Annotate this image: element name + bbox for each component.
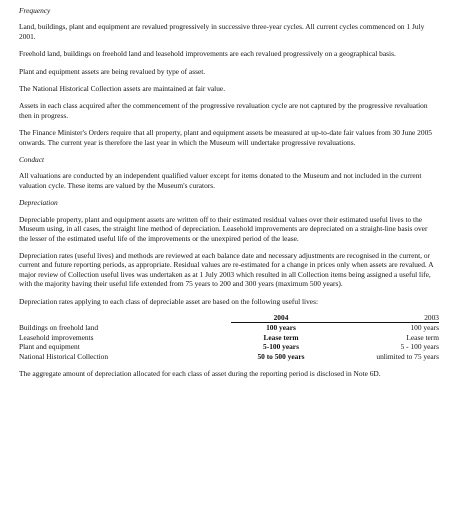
conduct-heading: Conduct [19, 155, 45, 165]
frequency-paragraph-6: The Finance Minister's Orders require that all property, plant and equipment assets be measured at up-to-date fair values from 30 June 2005 onwards. The current year is therefore the last year in which the Museum will undertake progressive revaluations. [19, 128, 432, 147]
row-value-2004: 5-100 years [263, 342, 299, 352]
row-value-2003: unlimited to 75 years [376, 351, 439, 361]
row-value-2004: Lease term [263, 332, 299, 342]
row-value-2004: 100 years [266, 323, 296, 333]
table-header-row [19, 313, 439, 323]
depreciation-paragraph-4: The aggregate amount of depreciation allocated for each class of asset during the reporting period is disclosed in Note 6D. [19, 368, 381, 378]
row-label: National Historical Collection [19, 351, 109, 361]
row-value-2003: 5 - 100 years [400, 342, 439, 352]
row-label: Buildings on freehold land [19, 322, 99, 332]
useful-lives-table [19, 313, 439, 361]
depreciation-paragraph-3: Depreciation rates applying to each class of depreciable asset are based on the following useful lives: [19, 296, 319, 306]
frequency-paragraph-1: Land, buildings, plant and equipment are revalued progressively in successive three-year cycles. All current cycles commenced on 1 July 2001. [19, 22, 425, 41]
column-header-2003: 2003 [331, 313, 439, 323]
frequency-paragraph-2: Freehold land, buildings on freehold land and leasehold improvements are each revalued progressively on a geographical basis. [19, 49, 396, 59]
table-row [19, 333, 439, 342]
row-value-2003: Lease term [406, 332, 439, 342]
frequency-paragraph-5: Assets in each class acquired after the commencement of the progressive revaluation cycle are not captured by the progressive revaluation then in progress. [19, 101, 428, 120]
frequency-paragraph-4: The National Historical Collection assets are maintained at fair value. [19, 84, 226, 94]
row-value-2004: 50 to 500 years [257, 351, 305, 361]
table-header-blank [19, 313, 231, 323]
table-row [19, 352, 439, 361]
row-value-2003: 100 years [410, 323, 439, 333]
row-label: Plant and equipment [19, 342, 80, 352]
table-row [19, 323, 439, 333]
row-label: Leasehold improvements [19, 332, 94, 342]
depreciation-paragraph-1: Depreciable property, plant and equipment assets are written off to their estimated residual values over their estimated useful lives to the Museum using, in all cases, the straight line method of depreciation. Leasehold improvements are depreciated on a straight-line basis over the lesser of the estimated useful life of the improvements or the unexpired period of the lease. [19, 214, 428, 243]
column-header-2004: 2004 [231, 313, 331, 323]
depreciation-paragraph-2: Depreciation rates (useful lives) and methods are reviewed at each balance date and necessary adjustments are recognised in the current, or current and future reporting periods, as appropriate. Residual values are re-estimated for a change in prices only when assets are revalued. A major review of Collection useful lives was undertaken as at 1 July 2003 which resulted in all Collection items being assigned a useful life, with the majority having their useful life extended from 75 years to 200 and 300 years (maximum 500 years). [19, 250, 434, 289]
depreciation-heading: Depreciation [19, 198, 58, 208]
table-row [19, 342, 439, 351]
frequency-paragraph-3: Plant and equipment assets are being revalued by type of asset. [19, 66, 206, 76]
conduct-paragraph-1: All valuations are conducted by an independent qualified valuer except for items donated to the Museum and not included in the current valuation cycle. These items are valued by the Museum's curators. [19, 171, 422, 190]
frequency-heading: Frequency [19, 6, 51, 15]
